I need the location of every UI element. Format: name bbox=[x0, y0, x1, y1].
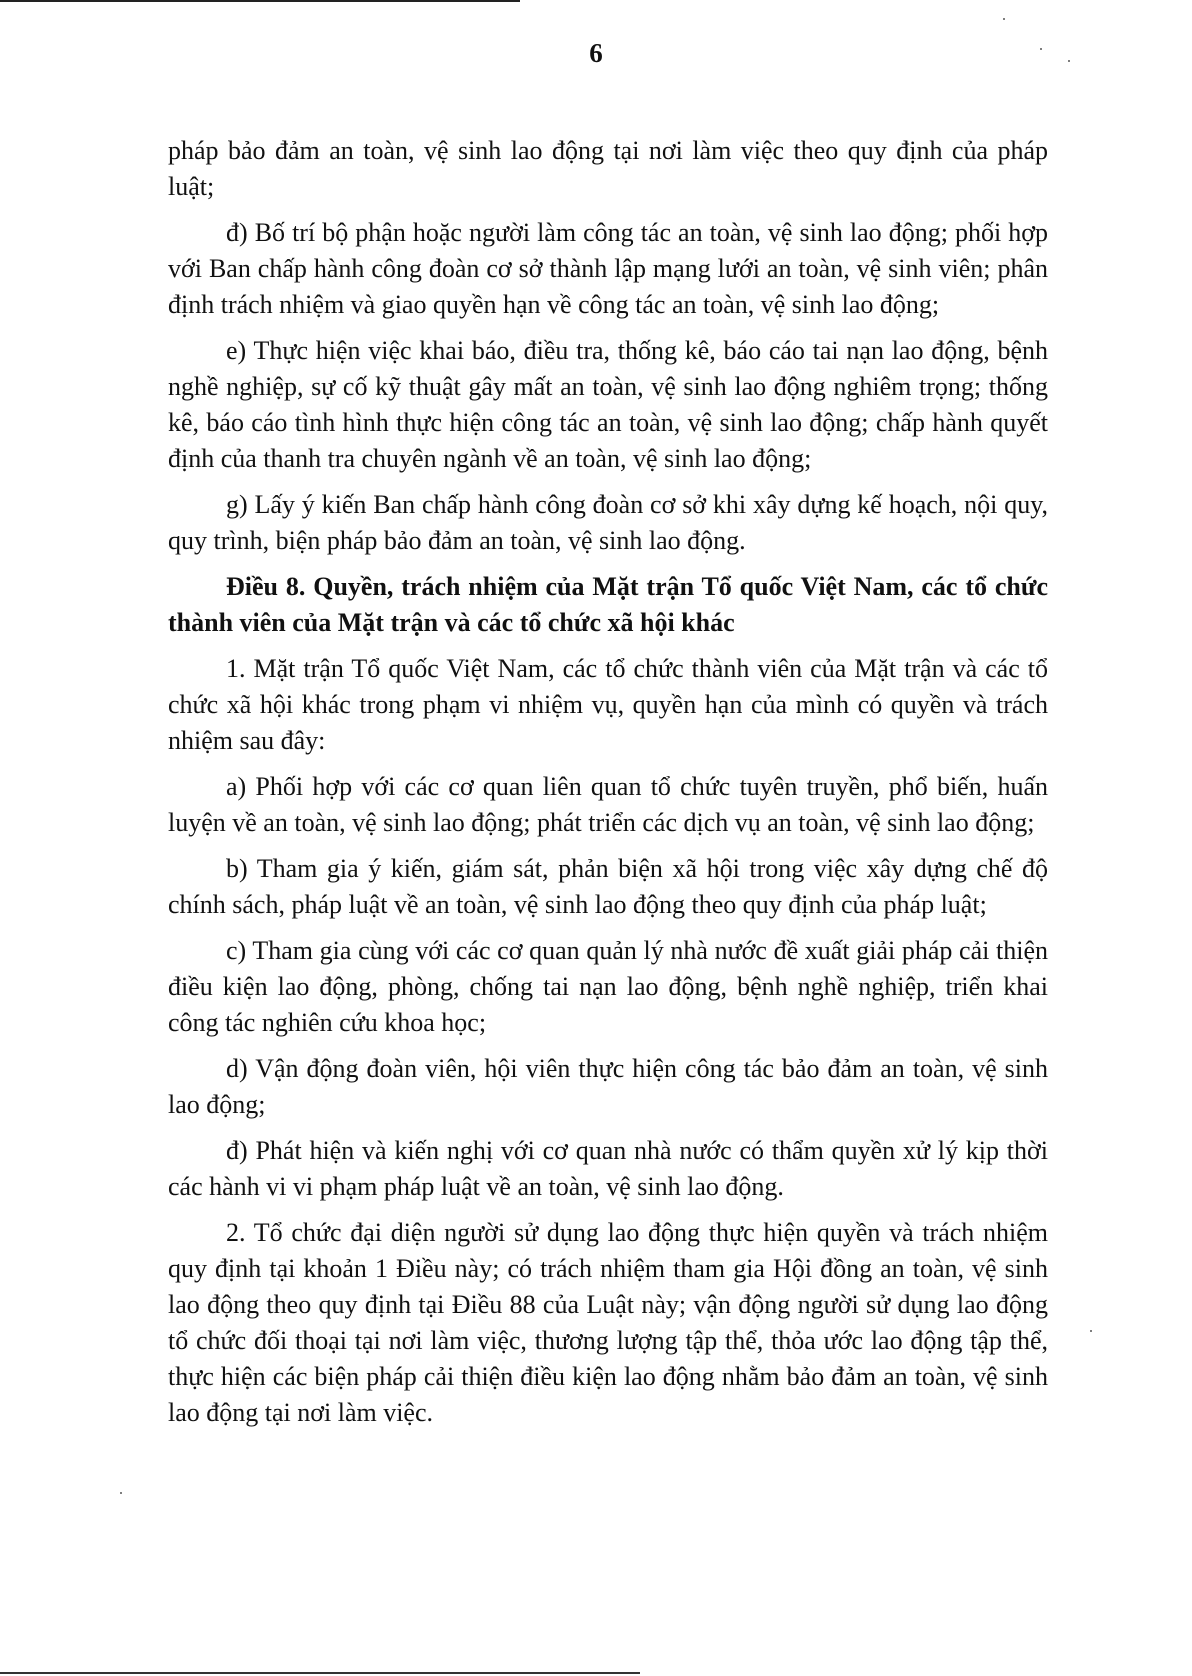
scan-speck bbox=[120, 1492, 122, 1494]
paragraph-clause-2: 2. Tổ chức đại diện người sử dụng lao động thực hiện quyền và trách nhiệm quy định tại khoản 1 Điều này; có trách nhiệm tham gia Hội đồng an toàn, vệ sinh lao động theo quy định tại Điều 88 của Luật này; vận động người sử dụng lao động tổ chức đối thoại tại nơi làm việc, thương lượng tập thể, thỏa ước lao động tập thể, thực hiện các biện pháp cải thiện điều kiện lao động nhằm bảo đảm an toàn, vệ sinh lao động tại nơi làm việc. bbox=[168, 1218, 1048, 1427]
paragraph-item-d: d) Vận động đoàn viên, hội viên thực hiện công tác bảo đảm an toàn, vệ sinh lao động; bbox=[168, 1054, 1048, 1119]
article-8-heading: Điều 8. Quyền, trách nhiệm của Mặt trận Tổ quốc Việt Nam, các tổ chức thành viên của Mặt trận và các tổ chức xã hội khác bbox=[168, 572, 1048, 637]
scan-speck bbox=[1040, 48, 1042, 50]
paragraph-item-c: c) Tham gia cùng với các cơ quan quản lý nhà nước đề xuất giải pháp cải thiện điều kiện lao động, phòng, chống tai nạn lao động, bệnh nghề nghiệp, triển khai công tác nghiên cứu khoa học; bbox=[168, 936, 1048, 1037]
scan-speck bbox=[1068, 60, 1070, 62]
paragraph-item-a: a) Phối hợp với các cơ quan liên quan tổ chức tuyên truyền, phổ biến, huấn luyện về an toàn, vệ sinh lao động; phát triển các dịch vụ an toàn, vệ sinh lao động; bbox=[168, 772, 1048, 837]
bottom-edge-rule bbox=[0, 1672, 640, 1674]
paragraph-clause-1: 1. Mặt trận Tổ quốc Việt Nam, các tổ chức thành viên của Mặt trận và các tổ chức xã hội khác trong phạm vi nhiệm vụ, quyền hạn của mình có quyền và trách nhiệm sau đây: bbox=[168, 654, 1048, 755]
paragraph-item-b: b) Tham gia ý kiến, giám sát, phản biện xã hội trong việc xây dựng chế độ chính sách, pháp luật về an toàn, vệ sinh lao động theo quy định của pháp luật; bbox=[168, 854, 1048, 919]
document-body bbox=[168, 133, 1048, 1441]
paragraph-item-dd-2: đ) Phát hiện và kiến nghị với cơ quan nhà nước có thẩm quyền xử lý kịp thời các hành vi vi phạm pháp luật về an toàn, vệ sinh lao động. bbox=[168, 1136, 1048, 1201]
page-number: 6 bbox=[589, 38, 603, 68]
scan-speck bbox=[1090, 1330, 1092, 1332]
top-edge-rule bbox=[0, 0, 520, 2]
paragraph-continuation: pháp bảo đảm an toàn, vệ sinh lao động tại nơi làm việc theo quy định của pháp luật; bbox=[168, 136, 1048, 201]
paragraph-item-e: e) Thực hiện việc khai báo, điều tra, thống kê, báo cáo tai nạn lao động, bệnh nghề nghiệp, sự cố kỹ thuật gây mất an toàn, vệ sinh lao động nghiêm trọng; thống kê, báo cáo tình hình thực hiện công tác an toàn, vệ sinh lao động; chấp hành quyết định của thanh tra chuyên ngành về an toàn, vệ sinh lao động; bbox=[168, 336, 1048, 473]
scan-speck bbox=[1003, 18, 1005, 20]
paragraph-item-g: g) Lấy ý kiến Ban chấp hành công đoàn cơ sở khi xây dựng kế hoạch, nội quy, quy trình, biện pháp bảo đảm an toàn, vệ sinh lao động. bbox=[168, 490, 1048, 555]
paragraph-item-dd: đ) Bố trí bộ phận hoặc người làm công tác an toàn, vệ sinh lao động; phối hợp với Ban chấp hành công đoàn cơ sở thành lập mạng lưới an toàn, vệ sinh viên; phân định trách nhiệm và giao quyền hạn về công tác an toàn, vệ sinh lao động; bbox=[168, 218, 1048, 319]
